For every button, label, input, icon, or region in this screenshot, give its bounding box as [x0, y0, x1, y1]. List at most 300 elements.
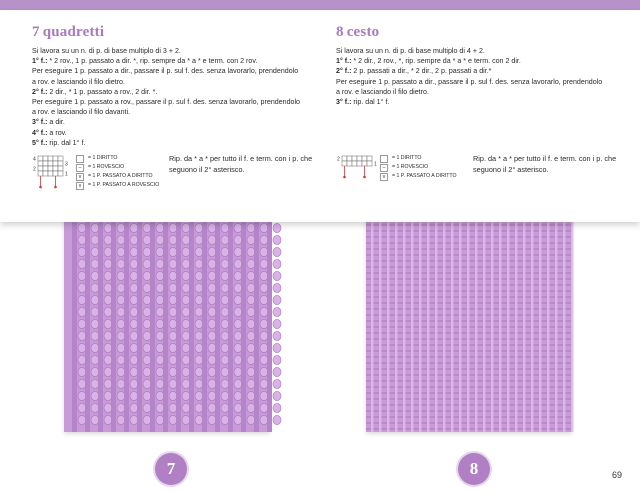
stitch-bump — [169, 295, 177, 304]
stitch-bump — [221, 379, 229, 388]
stitch-bump — [169, 355, 177, 364]
column-strand — [427, 212, 430, 432]
stitch-bump — [104, 415, 112, 424]
chart-cell — [43, 161, 48, 166]
stitch-bump — [156, 223, 164, 232]
stitch-bump — [91, 271, 99, 280]
stitch-bump — [156, 283, 164, 292]
instruction-text: a rov. e lasciando il filo dietro. — [336, 87, 429, 96]
stitch-bump — [78, 403, 86, 412]
stitch-bump — [117, 223, 125, 232]
stitch-bump — [208, 307, 216, 316]
stitch-bump — [221, 235, 229, 244]
legend-item — [76, 154, 159, 163]
legend-label: = 1 ROVESCIO — [88, 164, 125, 170]
pattern-8-column — [336, 24, 636, 107]
chart-cell — [53, 171, 58, 176]
stitch-bump — [260, 331, 268, 340]
stitch-bump — [182, 331, 190, 340]
stitch-bump — [143, 415, 151, 424]
stitch-bump — [104, 331, 112, 340]
chart-cell — [43, 166, 48, 171]
chart-cell — [352, 156, 357, 161]
legend-label: = 1 ROVESCIO — [392, 164, 429, 170]
legend-label: = 1 P. PASSATO A ROVESCIO — [88, 182, 160, 188]
stitch-bump — [260, 367, 268, 376]
instruction-text: Per eseguire 1 p. passato a rov., passare il p. sul f. des. senza lavorarlo, prendendolo — [32, 98, 301, 107]
stitch-bump — [156, 415, 164, 424]
stitch-bump — [273, 379, 281, 388]
pattern-7-number: 7 — [32, 24, 40, 40]
stitch-bump — [130, 271, 138, 280]
stitch-bump — [247, 319, 255, 328]
stitch-bump — [182, 367, 190, 376]
stitch-bump — [78, 367, 86, 376]
stitch-bump — [130, 247, 138, 256]
chart-cell — [362, 161, 367, 166]
arrow-head-icon — [363, 176, 366, 179]
stitch-bump — [143, 283, 151, 292]
rib-shadow — [241, 212, 246, 432]
stitch-bump — [117, 403, 125, 412]
stitch-bump — [195, 247, 203, 256]
stitch-bump — [117, 247, 125, 256]
stitch-bump — [208, 247, 216, 256]
stitch-bump — [117, 235, 125, 244]
column-strand — [451, 212, 454, 432]
stitch-bump — [234, 355, 242, 364]
legend-item — [380, 163, 457, 172]
rib-shadow — [124, 212, 129, 432]
stitch-bump — [221, 271, 229, 280]
stitch-bump — [130, 403, 138, 412]
stitch-bump — [117, 379, 125, 388]
column-strand — [515, 212, 518, 432]
stitch-bump — [208, 367, 216, 376]
stitch-bump — [143, 223, 151, 232]
stitch-bump — [130, 379, 138, 388]
stitch-bump — [273, 319, 281, 328]
chart-cell — [357, 156, 362, 161]
stitch-bump — [208, 259, 216, 268]
column-strand — [459, 212, 462, 432]
stitch-bump — [208, 331, 216, 340]
stitch-bump — [182, 223, 190, 232]
chart-cell — [43, 156, 48, 161]
stitch-bump — [221, 355, 229, 364]
rib-shadow — [215, 212, 220, 432]
stitch-bump — [247, 403, 255, 412]
stitch-bump — [91, 379, 99, 388]
instruction-line — [336, 56, 636, 66]
instruction-line — [336, 87, 636, 97]
column-strand — [499, 212, 502, 432]
legend-item — [76, 172, 159, 181]
stitch-bump — [156, 391, 164, 400]
chart-cell — [347, 156, 352, 161]
stitch-bump — [117, 355, 125, 364]
chart-cell — [362, 156, 367, 161]
arrow-head-icon — [39, 186, 42, 189]
stitch-bump — [91, 223, 99, 232]
row-label: 5° f.: — [32, 138, 48, 147]
instruction-line — [32, 66, 332, 76]
stitch-bump — [104, 307, 112, 316]
rib-shadow — [228, 212, 233, 432]
stitch-bump — [273, 271, 281, 280]
column-strand — [555, 212, 558, 432]
stitch-bump — [169, 271, 177, 280]
stitch-bump — [260, 391, 268, 400]
stitch-bump — [182, 235, 190, 244]
stitch-bump — [78, 355, 86, 364]
instruction-text: Si lavora su un n. di p. di base multiplo di 4 + 2. — [336, 47, 485, 55]
row-label: 1° f.: — [336, 57, 352, 66]
stitch-bump — [247, 415, 255, 424]
stitch-bump — [156, 259, 164, 268]
rib-shadow — [150, 212, 155, 432]
legend-label: = 1 P. PASSATO A DIRITTO — [392, 173, 457, 179]
stitch-bump — [117, 415, 125, 424]
stitch-bump — [117, 283, 125, 292]
column-strand — [419, 212, 422, 432]
instruction-text: rip. dal 1° f. — [47, 138, 86, 147]
stitch-bump — [182, 391, 190, 400]
chart-cell — [342, 161, 347, 166]
stitch-bump — [182, 247, 190, 256]
instruction-line — [32, 87, 332, 97]
stitch-bump — [260, 271, 268, 280]
stitch-bump — [143, 343, 151, 352]
chart-row-number: 1 — [65, 171, 68, 178]
chart-cell — [38, 171, 43, 176]
stitch-bump — [156, 307, 164, 316]
stitch-bump — [104, 319, 112, 328]
blank-box-icon — [76, 155, 84, 163]
stitch-bump — [195, 223, 203, 232]
stitch-bump — [91, 343, 99, 352]
chart-cell — [58, 166, 63, 171]
stitch-bump — [143, 259, 151, 268]
stitch-bump — [130, 331, 138, 340]
chart-cell — [48, 171, 53, 176]
stitch-bump — [130, 223, 138, 232]
stitch-bump — [104, 403, 112, 412]
legend-label: = 1 DIRITTO — [392, 155, 422, 161]
instruction-text: a rov. — [47, 128, 67, 137]
stitch-bump — [273, 367, 281, 376]
stitch-bump — [91, 235, 99, 244]
stitch-bump — [143, 319, 151, 328]
pattern-8-number-badge: 8 — [458, 453, 490, 485]
stitch-bump — [130, 319, 138, 328]
column-strand — [379, 212, 382, 432]
stitch-bump — [182, 403, 190, 412]
column-strand — [491, 212, 494, 432]
stitch-bump — [234, 331, 242, 340]
instruction-line — [336, 46, 636, 56]
pattern-7-legend — [76, 154, 159, 190]
stitch-bump — [117, 319, 125, 328]
stitch-bump — [143, 271, 151, 280]
stitch-bump — [208, 415, 216, 424]
stitch-bump — [91, 295, 99, 304]
row-label: 2° f.: — [32, 87, 48, 96]
stitch-bump — [221, 247, 229, 256]
stitch-bump — [143, 403, 151, 412]
stitch-bump — [221, 403, 229, 412]
stitch-bump — [221, 367, 229, 376]
chart-cell — [53, 161, 58, 166]
stitch-bump — [156, 331, 164, 340]
stitch-bump — [169, 283, 177, 292]
chart-cell — [347, 161, 352, 166]
stitch-bump — [260, 223, 268, 232]
stitch-bump — [169, 343, 177, 352]
stitch-bump — [273, 259, 281, 268]
stitch-bump — [234, 223, 242, 232]
stitch-bump — [130, 295, 138, 304]
stitch-bump — [195, 319, 203, 328]
stitch-bump — [78, 295, 86, 304]
rib-shadow — [137, 212, 142, 432]
rib-shadow — [202, 212, 207, 432]
stitch-bump — [221, 307, 229, 316]
stitch-bump — [221, 415, 229, 424]
stitch-bump — [195, 271, 203, 280]
stitch-bump — [273, 295, 281, 304]
stitch-bump — [169, 331, 177, 340]
pattern-8-stitch-chart — [336, 154, 377, 194]
v-box-icon: v — [380, 173, 388, 181]
dash-box-icon: – — [76, 164, 84, 172]
pattern-8-number: 8 — [336, 24, 344, 40]
stitch-bump — [260, 247, 268, 256]
stitch-bump — [117, 259, 125, 268]
legend-item — [380, 154, 457, 163]
instruction-line — [32, 128, 332, 138]
stitch-bump — [91, 415, 99, 424]
column-strand — [475, 212, 478, 432]
instruction-line — [32, 138, 332, 148]
stitch-bump — [169, 247, 177, 256]
row-label: 1° f.: — [32, 57, 48, 66]
stitch-bump — [156, 367, 164, 376]
stitch-bump — [91, 319, 99, 328]
stitch-bump — [104, 343, 112, 352]
stitch-bump — [195, 235, 203, 244]
chart-cell — [38, 161, 43, 166]
stitch-bump — [117, 391, 125, 400]
stitch-bump — [247, 259, 255, 268]
chart-cell — [48, 166, 53, 171]
v-dot-box-icon: v — [76, 182, 84, 190]
stitch-bump — [195, 403, 203, 412]
stitch-bump — [234, 367, 242, 376]
stitch-bump — [273, 415, 281, 424]
pattern-7-number-badge: 7 — [155, 453, 187, 485]
legend-label: = 1 DIRITTO — [88, 155, 118, 161]
stitch-bump — [182, 355, 190, 364]
stitch-bump — [208, 235, 216, 244]
dash-box-icon: – — [380, 164, 388, 172]
stitch-bump — [91, 307, 99, 316]
stitch-bump — [182, 319, 190, 328]
chart-cell — [58, 161, 63, 166]
stitch-bump — [117, 367, 125, 376]
instruction-text: * 2 dir., 2 rov., *, rip. sempre da * a * e term. con 2 dir. — [351, 57, 521, 66]
stitch-bump — [156, 247, 164, 256]
stitch-bump — [273, 247, 281, 256]
stitch-bump — [247, 367, 255, 376]
column-strand — [547, 212, 550, 432]
stitch-bump — [104, 379, 112, 388]
rib-shadow — [176, 212, 181, 432]
stitch-bump — [195, 391, 203, 400]
instruction-text: * 2 rov., 1 p. passato a dir. *, rip. sempre da * a * e term. con 2 rov. — [47, 57, 258, 66]
chart-row-number: 1 — [374, 161, 377, 168]
v-box-icon: v — [76, 173, 84, 181]
instruction-line — [32, 97, 332, 107]
stitch-bump — [91, 367, 99, 376]
stitch-bump — [234, 343, 242, 352]
stitch-bump — [78, 259, 86, 268]
stitch-bump — [221, 319, 229, 328]
instruction-line — [32, 107, 332, 117]
stitch-bump — [78, 307, 86, 316]
chart-row-number: 2 — [33, 166, 36, 173]
stitch-bump — [91, 355, 99, 364]
stitch-bump — [78, 283, 86, 292]
stitch-bump — [195, 331, 203, 340]
column-strand — [507, 212, 510, 432]
stitch-bump — [130, 235, 138, 244]
stitch-bump — [182, 271, 190, 280]
stitch-bump — [78, 235, 86, 244]
stitch-bump — [130, 343, 138, 352]
stitch-bump — [273, 403, 281, 412]
stitch-bump — [104, 247, 112, 256]
stitch-bump — [260, 259, 268, 268]
chart-cell — [38, 166, 43, 171]
stitch-bump — [130, 283, 138, 292]
stitch-bump — [156, 355, 164, 364]
stitch-bump — [247, 343, 255, 352]
rib-shadow — [85, 212, 90, 432]
stitch-bump — [234, 235, 242, 244]
stitch-bump — [195, 367, 203, 376]
stitch-bump — [156, 403, 164, 412]
column-strand — [411, 212, 414, 432]
stitch-bump — [104, 235, 112, 244]
stitch-bump — [91, 259, 99, 268]
chart-cell — [58, 156, 63, 161]
stitch-bump — [182, 379, 190, 388]
column-strand — [443, 212, 446, 432]
stitch-bump — [91, 331, 99, 340]
stitch-bump — [221, 295, 229, 304]
stitch-bump — [208, 271, 216, 280]
stitch-bump — [156, 235, 164, 244]
stitch-bump — [273, 331, 281, 340]
stitch-bump — [143, 307, 151, 316]
column-strand — [395, 212, 398, 432]
stitch-bump — [182, 295, 190, 304]
stitch-bump — [117, 343, 125, 352]
chart-cell — [38, 156, 43, 161]
stitch-bump — [247, 379, 255, 388]
stitch-bump — [104, 355, 112, 364]
stitch-bump — [260, 415, 268, 424]
legend-label: = 1 P. PASSATO A DIRITTO — [88, 173, 153, 179]
stitch-bump — [234, 271, 242, 280]
stitch-bump — [260, 295, 268, 304]
pattern-7-note: Rip. da * a * per tutto il f. e term. con i p. che seguono il 2° asterisco. — [169, 154, 313, 174]
stitch-bump — [104, 259, 112, 268]
pattern-7-column — [32, 24, 332, 148]
stitch-bump — [182, 307, 190, 316]
stitch-bump — [169, 319, 177, 328]
top-color-band — [0, 0, 640, 10]
instruction-line — [32, 117, 332, 127]
instruction-text: Per eseguire 1 p. passato a dir., passare il p. sul f. des. senza lavorarlo, prendendolo — [336, 77, 603, 86]
arrow-head-icon — [343, 176, 346, 179]
legend-item — [380, 172, 457, 181]
stitch-bump — [273, 235, 281, 244]
chart-row-number: 4 — [33, 156, 36, 163]
column-strand — [403, 212, 406, 432]
stitch-bump — [130, 259, 138, 268]
stitch-bump — [182, 259, 190, 268]
stitch-bump — [182, 343, 190, 352]
pattern-8-swatch-photo — [366, 212, 572, 432]
stitch-bump — [78, 223, 86, 232]
column-strand — [539, 212, 542, 432]
instruction-line — [336, 77, 636, 87]
column-strand — [531, 212, 534, 432]
stitch-bump — [247, 307, 255, 316]
stitch-bump — [169, 415, 177, 424]
stitch-bump — [208, 319, 216, 328]
stitch-bump — [247, 223, 255, 232]
column-strand — [387, 212, 390, 432]
instruction-text: a dir. — [47, 118, 65, 127]
stitch-bump — [91, 403, 99, 412]
stitch-bump — [273, 391, 281, 400]
column-strand — [371, 212, 374, 432]
stitch-bump — [273, 307, 281, 316]
rib-shadow — [98, 212, 103, 432]
stitch-bump — [78, 319, 86, 328]
stitch-bump — [234, 415, 242, 424]
chart-cell — [48, 161, 53, 166]
stitch-bump — [130, 307, 138, 316]
stitch-bump — [78, 247, 86, 256]
stitch-bump — [130, 391, 138, 400]
stitch-bump — [104, 223, 112, 232]
stitch-bump — [208, 391, 216, 400]
stitch-bump — [169, 403, 177, 412]
page-number: 69 — [611, 470, 622, 480]
legend-item — [76, 163, 159, 172]
stitch-bump — [195, 379, 203, 388]
stitch-bump — [91, 283, 99, 292]
column-strand — [571, 212, 574, 432]
stitch-bump — [195, 307, 203, 316]
stitch-bump — [169, 223, 177, 232]
stitch-bump — [117, 295, 125, 304]
stitch-bump — [143, 247, 151, 256]
